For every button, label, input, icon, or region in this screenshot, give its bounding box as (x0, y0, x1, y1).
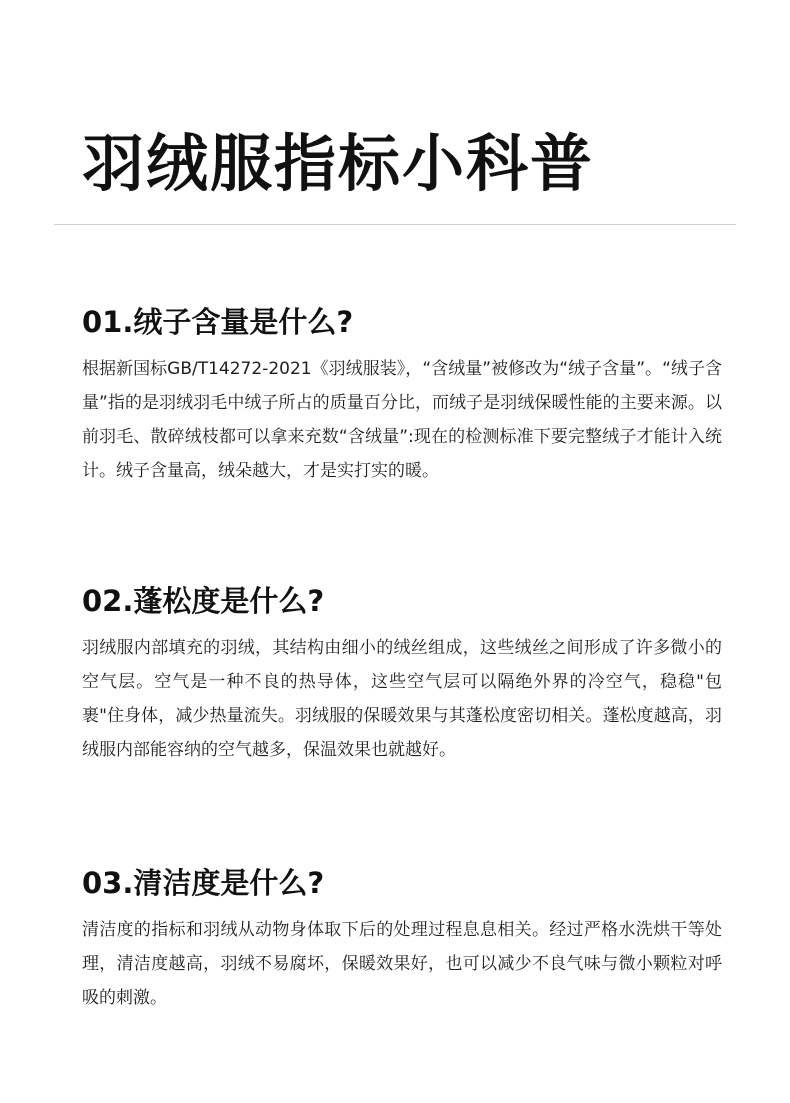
section-down-cluster-content (82, 302, 722, 488)
section-body: 羽绒服内部填充的羽绒，其结构由细小的绒丝组成，这些绒丝之间形成了许多微小的空气层。空气是一种不良的热导体，这些空气层可以隔绝外界的冷空气，稳稳"包裹"住身体，减少热量流失。羽绒服的保暖效果与其蓬松度密切相关。蓬松度越高，羽绒服内部能容纳的空气越多，保温效果也就越好。 (82, 638, 722, 760)
section-body: 清洁度的指标和羽绒从动物身体取下后的处理过程息息相关。经过严格水洗烘干等处理，清洁度越高，羽绒不易腐坏，保暖效果好，也可以减少不良气味与微小颗粒对呼吸的刺激。 (82, 920, 722, 1008)
title-divider (54, 224, 736, 225)
section-body: 根据新国标GB/T14272-2021《羽绒服装》，“含绒量”被修改为“绒子含量”。“绒子含量”指的是羽绒羽毛中绒子所占的质量百分比，而绒子是羽绒保暖性能的主要来源。以前羽毛、散碎绒枝都可以拿来充数“含绒量”:现在的检测标准下要完整绒子才能计入统计。绒子含量高，绒朵越大，才是实打实的暖。 (82, 359, 722, 481)
section-heading: 02.蓬松度是什么? (82, 584, 325, 618)
section-cleanliness (82, 863, 722, 1015)
page-title: 羽绒服指标小科普 (82, 127, 595, 200)
section-fill-power (82, 581, 722, 767)
section-heading: 01.绒子含量是什么? (82, 305, 354, 339)
section-heading: 03.清洁度是什么? (82, 866, 325, 900)
